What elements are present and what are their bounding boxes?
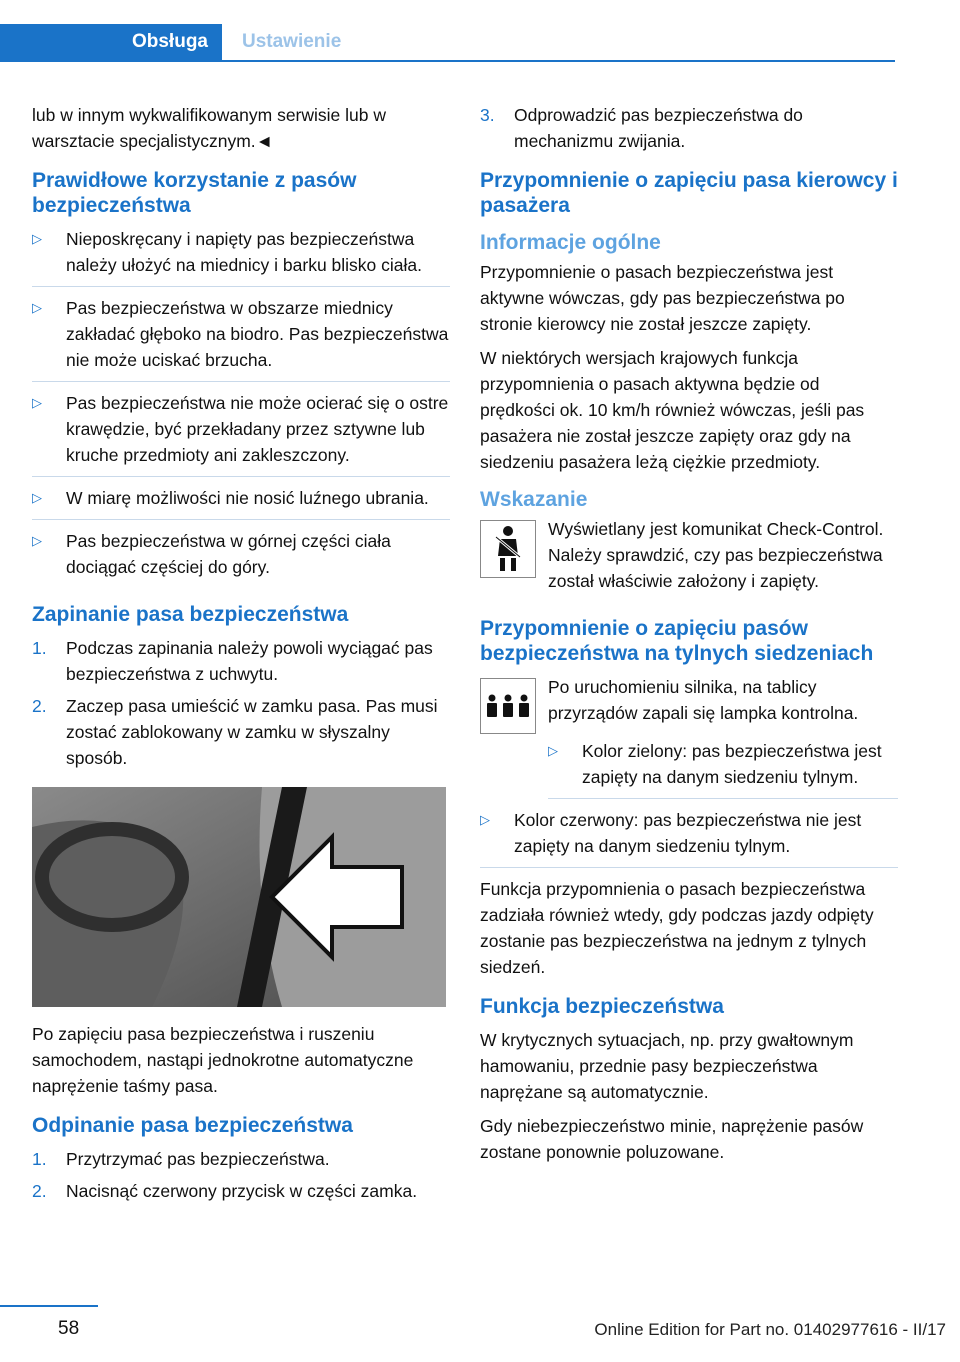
edition-note: Online Edition for Part no. 01402977616 - II/17 xyxy=(594,1320,946,1339)
rear-function-text: Funkcja przypomnienia o pasach bezpieczeństwa zadziała również wtedy, gdy podczas jazdy odpięty zostanie pas bezpieczeństwa na jednym z tylnych siedzeń. xyxy=(480,879,874,977)
triangle-bullet-icon: ▷ xyxy=(32,231,42,246)
list-item xyxy=(32,390,450,477)
indication-text: Wyświetlany jest komunikat Check-Control. Należy sprawdzić, czy pas bezpieczeństwa został właściwie założony i zapięty. xyxy=(548,519,884,591)
list-item-text: Pas bezpieczeństwa w obszarze miednicy zakładać głęboko na biodro. Pas bezpieczeństwa nie może uciskać brzucha. xyxy=(66,298,449,370)
step-number: 2. xyxy=(32,696,47,716)
footer-divider xyxy=(0,1305,98,1307)
list-item-text: Nieposkręcany i napięty pas bezpieczeństwa należy ułożyć na miednicy i barku blisko ciała. xyxy=(66,229,422,275)
step-number: 1. xyxy=(32,638,47,658)
triangle-bullet-icon: ▷ xyxy=(480,812,490,827)
list-item-text: Pas bezpieczeństwa nie może ocierać się o ostre krawędzie, być przekładany przez sztywne lub kruche przedmioty ani zakleszczony. xyxy=(66,393,449,465)
step-number: 1. xyxy=(32,1149,47,1169)
heading-fasten: Zapinanie pasa bezpieczeństwa xyxy=(32,603,349,626)
seatbelt-photo xyxy=(32,787,446,1007)
step-text: Przytrzymać pas bezpieczeństwa. xyxy=(66,1149,330,1169)
general-text-2: W niektórych wersjach krajowych funkcja przypomnienia o pasach aktywna będzie od prędkości ok. 10 km/h również wówczas, jeśli pas pasażera nie został jeszcze zapięty oraz gdy na siedzeniu pasażera leżą ciężkie przedmioty. xyxy=(480,348,865,472)
heading-rear: Przypomnienie o zapięciu pasów bezpieczeństwa na tylnych siedzeniach xyxy=(480,617,874,665)
right-column xyxy=(480,102,898,1173)
list-item xyxy=(32,226,450,287)
step-text: Zaczep pasa umieścić w zamku pasa. Pas musi zostać zablokowany w zamku w słyszalny sposób. xyxy=(66,696,438,768)
header-divider xyxy=(0,60,895,62)
list-item-text: W miarę możliwości nie nosić luźnego ubrania. xyxy=(66,488,429,508)
page-number: 58 xyxy=(58,1318,80,1339)
seatbelt-warning-icon xyxy=(480,520,536,578)
list-item xyxy=(480,807,898,868)
step-text: Podczas zapinania należy powoli wyciągać pas bezpieczeństwa z uchwytu. xyxy=(66,638,433,684)
rear-seats-icon xyxy=(480,678,536,734)
after-photo-text: Po zapięciu pasa bezpieczeństwa i ruszeniu samochodem, nastąpi jednokrotne automatyczne naprężenie taśmy pasa. xyxy=(32,1024,414,1096)
step-item xyxy=(32,1178,450,1204)
list-item xyxy=(32,295,450,382)
step-item xyxy=(32,635,450,687)
step-item xyxy=(32,693,450,771)
list-item xyxy=(548,738,898,799)
list-item-text: Kolor zielony: pas bezpieczeństwa jest zapięty na danym siedzeniu tylnym. xyxy=(582,741,882,787)
triangle-bullet-icon: ▷ xyxy=(32,490,42,505)
list-item xyxy=(32,528,450,588)
header-tabs xyxy=(0,24,895,62)
list-item-text: Kolor czerwony: pas bezpieczeństwa nie jest zapięty na danym siedzeniu tylnym. xyxy=(514,810,862,856)
tab-obsluga[interactable]: Obsługa xyxy=(0,24,222,60)
triangle-bullet-icon: ▷ xyxy=(32,300,42,315)
triangle-bullet-icon: ▷ xyxy=(32,395,42,410)
triangle-bullet-icon: ▷ xyxy=(548,743,558,758)
heading-reminder: Przypomnienie o zapięciu pasa kierowcy i pasażera xyxy=(480,169,898,217)
step-text: Nacisnąć czerwony przycisk w części zamka. xyxy=(66,1181,418,1201)
list-item xyxy=(32,485,450,520)
heading-unfasten: Odpinanie pasa bezpieczeństwa xyxy=(32,1114,353,1137)
step-number: 2. xyxy=(32,1181,47,1201)
rear-text: Po uruchomieniu silnika, na tablicy przyrządów zapali się lampka kontrolna. xyxy=(548,677,859,723)
triangle-bullet-icon: ▷ xyxy=(32,533,42,548)
safety-text-2: Gdy niebezpieczeństwo minie, naprężenie pasów zostane ponownie poluzowane. xyxy=(480,1116,864,1162)
intro-text: lub w innym wykwalifikowanym serwisie lub w warsztacie specjalistycznym.◄ xyxy=(32,105,386,151)
heading-safety: Funkcja bezpieczeństwa xyxy=(480,995,724,1018)
heading-general: Informacje ogólne xyxy=(480,231,661,254)
seatbelt-photo-illustration xyxy=(32,787,446,1007)
safety-text-1: W krytycznych sytuacjach, np. przy gwałtownym hamowaniu, przednie pasy bezpieczeństwa naprężane są automatycznie. xyxy=(480,1030,854,1102)
heading-indication: Wskazanie xyxy=(480,488,588,511)
step-text: Odprowadzić pas bezpieczeństwa do mechanizmu zwijania. xyxy=(514,105,803,151)
step-number: 3. xyxy=(480,105,495,125)
heading-usage: Prawidłowe korzystanie z pasów bezpieczeństwa xyxy=(32,169,357,217)
tab-ustawienie[interactable]: Ustawienie xyxy=(242,31,342,52)
list-item-text: Pas bezpieczeństwa w górnej części ciała dociągać częściej do góry. xyxy=(66,531,391,577)
left-column xyxy=(32,102,450,1210)
step-item xyxy=(480,102,898,154)
general-text-1: Przypomnienie o pasach bezpieczeństwa jest aktywne wówczas, gdy pas bezpieczeństwa po stronie kierowcy nie został jeszcze zapięty. xyxy=(480,262,845,334)
step-item xyxy=(32,1146,450,1172)
